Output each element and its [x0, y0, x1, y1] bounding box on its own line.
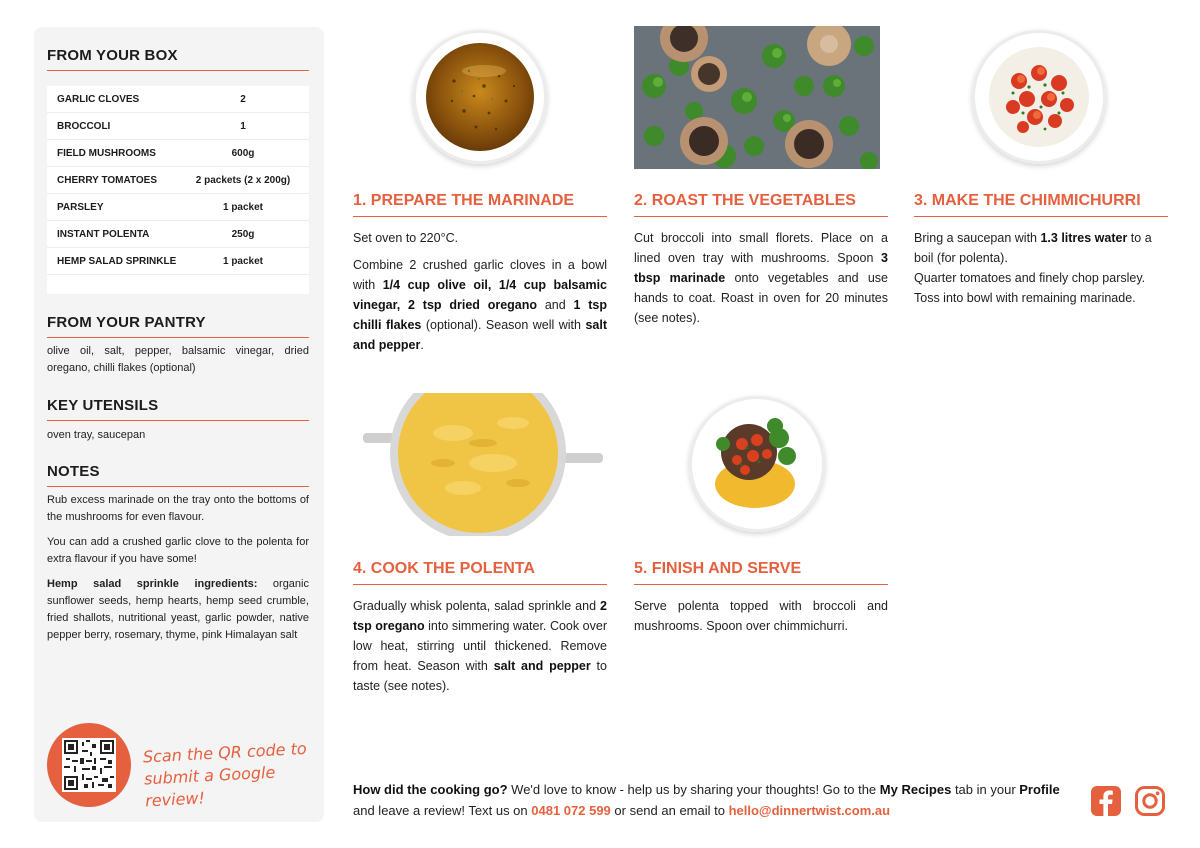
ingredients-table: [47, 86, 309, 294]
note-2: You can add a crushed garlic clove to the polenta for extra flavour if you have some!: [47, 536, 309, 565]
ingredient-name: PARSLEY: [57, 201, 104, 213]
ingredient-name: BROCCOLI: [57, 120, 111, 132]
text-run: (optional). Season well with: [421, 318, 586, 332]
ingredient-name: GARLIC CLOVES: [57, 93, 140, 105]
marinade-bowl-image: [413, 30, 547, 164]
ingredient-row: [47, 221, 309, 248]
notes-title: NOTES: [47, 463, 309, 487]
text-run: Bring a saucepan with: [914, 231, 1041, 245]
qr-callout-line2: submit a Google review!: [143, 762, 276, 811]
step-2-text: [634, 228, 888, 328]
text-run: .: [420, 338, 424, 352]
roast-tray-image: [634, 26, 880, 169]
qr-badge[interactable]: [47, 723, 131, 807]
step-1-text-2: [353, 255, 607, 355]
footer-contact-link[interactable]: 0481 072 599: [531, 803, 611, 818]
ingredient-qty: 600g: [231, 147, 255, 159]
ingredient-row: [47, 86, 309, 113]
ingredient-qty: 1 packet: [222, 201, 264, 213]
text-run: to taste (see notes).: [353, 659, 607, 693]
step-5-title: 5. FINISH AND SERVE: [634, 560, 888, 585]
ingredient-row: [47, 167, 309, 194]
footer-text: How did the cooking go?: [353, 782, 508, 797]
text-run: to a boil (for polenta).: [914, 231, 1152, 265]
instagram-icon[interactable]: [1134, 785, 1166, 817]
text-run: into simmering water. Cook over low heat, stirring until thickened. Remove from heat. Season with: [353, 619, 607, 673]
step-3-title: 3. MAKE THE CHIMMICHURRI: [914, 192, 1168, 217]
text-run: salt and pepper: [353, 318, 607, 352]
step-1-title: 1. PREPARE THE MARINADE: [353, 192, 607, 217]
text-run: 2 tsp oregano: [353, 599, 607, 633]
text-run: 3 tbsp marinade: [634, 251, 888, 285]
hemp-text: organic sunflower seeds, hemp hearts, hemp seed crumble, fried shallots, nutritional yeast, garlic powder, native pepper berry, rosemary, thyme, pink Himalayan salt: [47, 578, 309, 641]
pantry-title: FROM YOUR PANTRY: [47, 314, 309, 338]
ingredient-row: [47, 113, 309, 140]
footer-text: tab in your: [951, 782, 1020, 797]
plated-dish-illustration: [697, 404, 817, 524]
qr-callout: [142, 738, 315, 813]
text-run: and: [537, 298, 574, 312]
ingredient-qty: 1 packet: [222, 255, 264, 267]
utensils-title: KEY UTENSILS: [47, 397, 309, 421]
roast-tray-illustration: [634, 26, 880, 169]
text-run: salt and pepper: [493, 659, 591, 673]
marinade-illustration: [424, 41, 536, 153]
text-run: Cut broccoli into small florets. Place on a lined oven tray with mushrooms. Spoon: [634, 231, 888, 265]
footer-text: We'd love to know - help us by sharing your thoughts! Go to the: [507, 782, 880, 797]
step-4-title: 4. COOK THE POLENTA: [353, 560, 607, 585]
from-your-box-title: FROM YOUR BOX: [47, 47, 309, 71]
ingredient-name: CHERRY TOMATOES: [57, 174, 158, 186]
polenta-pot-image: [353, 393, 607, 536]
ingredient-name: INSTANT POLENTA: [57, 228, 150, 240]
step-3-text-2: Quarter tomatoes and finely chop parsley. Toss into bowl with remaining marinade.: [914, 271, 1146, 305]
qr-callout-line1: Scan the QR code to: [142, 738, 308, 767]
ingredient-qty: 1: [240, 120, 246, 132]
polenta-illustration: [353, 393, 607, 536]
footer-text: My Recipes: [879, 782, 952, 797]
ingredient-qty: 2: [240, 93, 246, 105]
text-run: Gradually whisk polenta, salad sprinkle and: [353, 599, 601, 613]
facebook-icon[interactable]: [1090, 785, 1122, 817]
sidebar-panel: [34, 27, 324, 822]
pantry-text: olive oil, salt, pepper, balsamic vinegar, dried oregano, chilli flakes (optional): [47, 345, 309, 374]
step-2-title: 2. ROAST THE VEGETABLES: [634, 192, 888, 217]
text-run: 1 tsp chilli flakes: [353, 298, 607, 332]
ingredient-qty: 250g: [231, 228, 255, 240]
hemp-label: Hemp salad sprinkle ingredients:: [47, 578, 258, 590]
step-5-text: Serve polenta topped with broccoli and mushrooms. Spoon over chimmichurri.: [634, 599, 888, 633]
hemp-ingredients: [47, 576, 309, 644]
note-1: Rub excess marinade on the tray onto the bottoms of the mushrooms for even flavour.: [47, 494, 309, 523]
step-3-text-1: [914, 228, 1168, 268]
text-run: 1.3 litres water: [1040, 231, 1128, 245]
footer-contact-link[interactable]: hello@dinnertwist.com.au: [728, 803, 891, 818]
ingredient-row: [47, 248, 309, 275]
qr-code-icon[interactable]: [62, 738, 116, 792]
step-1-text-1: Set oven to 220°C.: [353, 231, 459, 245]
step-4-text: [353, 596, 607, 696]
text-run: 1/4 cup olive oil, 1/4 cup balsamic vinegar, 2 tsp dried oregano: [353, 278, 607, 312]
text-run: Combine 2 crushed garlic cloves in a bowl with: [353, 258, 607, 292]
ingredient-row: [47, 140, 309, 167]
chimmichurri-illustration: [983, 41, 1095, 153]
review-footer: [353, 779, 1073, 821]
utensils-text: oven tray, saucepan: [47, 429, 146, 441]
ingredient-name: FIELD MUSHROOMS: [57, 147, 156, 159]
ingredient-name: HEMP SALAD SPRINKLE: [57, 255, 177, 267]
chimmichurri-bowl-image: [972, 30, 1106, 164]
finished-plate-image: [689, 396, 825, 532]
ingredient-row: [47, 194, 309, 221]
footer-text: and leave a review! Text us on: [353, 803, 532, 818]
footer-text: or send an email to: [610, 803, 729, 818]
text-run: onto vegetables and use hands to coat. Roast in oven for 20 minutes (see notes).: [634, 271, 888, 325]
footer-text: Profile: [1019, 782, 1060, 797]
ingredient-qty: 2 packets (2 x 200g): [195, 174, 291, 186]
